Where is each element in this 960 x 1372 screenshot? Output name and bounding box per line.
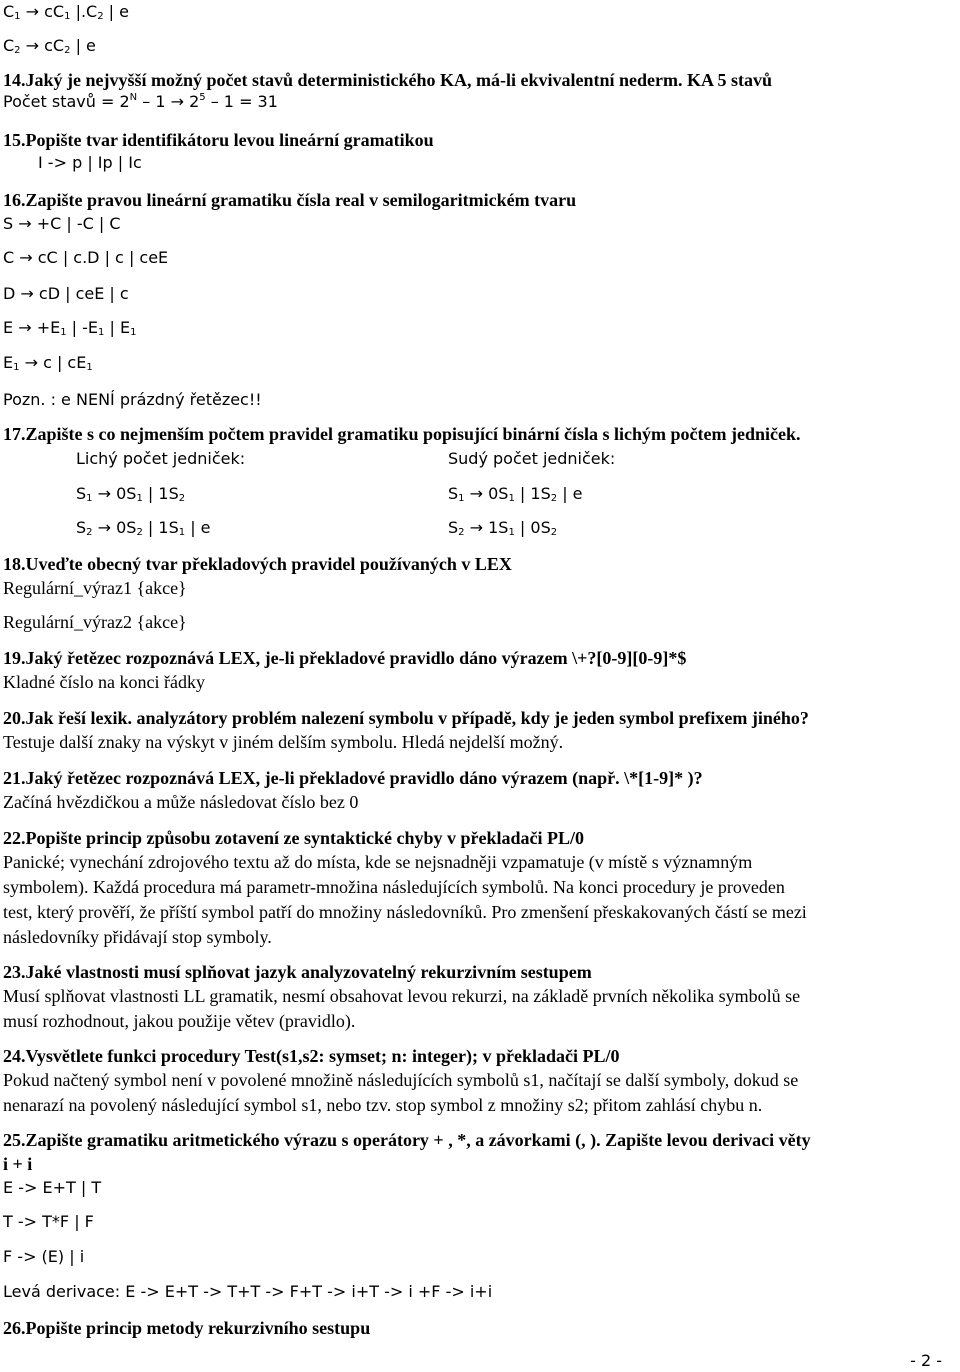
question-17: 17.Zapište s co nejmenším počtem pravidel gramatiku popisující binární čísla s lichým počtem jedniček.	[3, 424, 801, 444]
question-19: 19.Jaký řetězec rozpoznává LEX, je-li překladové pravidlo dáno výrazem \+?[0-9][0-9]*$	[3, 648, 687, 668]
odd-title: Lichý počet jedniček:	[76, 449, 246, 468]
rule-line: T -> T*F | F	[3, 1212, 94, 1231]
question-25-line: i + i	[3, 1154, 33, 1174]
answer-18-line: Regulární_výraz2 {akce}	[3, 612, 187, 632]
question-15: 15.Popište tvar identifikátoru levou lineární gramatikou	[3, 130, 434, 150]
rule-line: $C_1 \to cC_1$ $|.C_2$ | e	[3, 2, 129, 22]
rule-line: $S_1 \to 0S_1$ | $1S_2$	[76, 484, 186, 504]
question-25-line: 25.Zapište gramatiku aritmetického výrazu s operátory + , *, a závorkami (, ). Zapište levou derivaci věty	[3, 1130, 811, 1150]
rule-line: E -> E+T | T	[3, 1178, 102, 1197]
rule-line: $S_2 \to 1S_1$ | $0S_2$	[448, 518, 558, 538]
answer-20: Testuje další znaky na výskyt v jiném delším symbolu. Hledá nejdelší možný.	[3, 732, 564, 752]
rule-line: $E_1 \to c$ | $cE_1$	[3, 353, 93, 373]
answer-22-line: Panické; vynechání zdrojového textu až do místa, kde se nejsnadněji vzpamatuje (v místě s významným	[3, 852, 753, 872]
rule-line: F -> (E) | i	[3, 1247, 85, 1266]
rule-line: $E \to +E_1$ | $-E_1$ | $E_1$	[3, 318, 137, 338]
question-24: 24.Vysvětlete funkci procedury Test(s1,s2: symset; n: integer); v překladači PL/0	[3, 1046, 620, 1066]
question-16: 16.Zapište pravou lineární gramatiku čísla real v semilogaritmickém tvaru	[3, 190, 577, 210]
answer-24-line: nenarazí na povolený následující symbol s1, nebo tzv. stop symbol z množiny s2; přitom zahlásí chybu n.	[3, 1095, 763, 1115]
question-14: 14.Jaký je nejvyšší možný počet stavů deterministického KA, má-li ekvivalentní nederm. KA 5 stavů	[3, 70, 772, 90]
answer-24-line: Pokud načtený symbol není v povolené množině následujících symbolů s1, načítají se další symboly, dokud se	[3, 1070, 799, 1090]
rule-line: $C_2 \to cC_2$ | e	[3, 36, 96, 56]
answer-22-line: test, který prověří, že příští symbol patří do množiny následovníků. Pro zmenšení přeskakovaných částí se mezi	[3, 902, 807, 922]
question-26: 26.Popište princip metody rekurzivního sestupu	[3, 1318, 371, 1338]
question-21: 21.Jaký řetězec rozpoznává LEX, je-li překladové pravidlo dáno výrazem (např. \*[1-9]* )?	[3, 768, 703, 788]
answer-18-line: Regulární_výraz1 {akce}	[3, 578, 187, 598]
note-16: Pozn. : e NENÍ prázdný řetězec!!	[3, 390, 262, 409]
question-20: 20.Jak řeší lexik. analyzátory problém nalezení symbolu v případě, kdy je jeden symbol prefixem jiného?	[3, 708, 809, 728]
rule-line: S → +C | -C | C	[3, 214, 121, 233]
question-23: 23.Jaké vlastnosti musí splňovat jazyk analyzovatelný rekurzivním sestupem	[3, 962, 592, 982]
question-18: 18.Uveďte obecný tvar překladových pravidel používaných v LEX	[3, 554, 512, 574]
derivation-line: Levá derivace: E -> E+T -> T+T -> F+T -> i+T -> i +F -> i+i	[3, 1282, 493, 1301]
answer-14: Počet stavů = $2^N - 1 \to 2^5 - 1 = 31$	[3, 92, 278, 111]
answer-19: Kladné číslo na konci řádky	[3, 672, 205, 692]
rule-line: C → cC | c.D | c | ceE	[3, 248, 169, 267]
page-number: - 2 -	[910, 1351, 942, 1370]
answer-22-line: následovníky přidávají stop symboly.	[3, 927, 272, 947]
answer-21: Začíná hvězdičkou a může následovat číslo bez 0	[3, 792, 359, 812]
question-22: 22.Popište princip způsobu zotavení ze syntaktické chyby v překladači PL/0	[3, 828, 585, 848]
answer-22-line: symbolem). Každá procedura má parametr-množina následujících symbolů. Na konci procedury je proveden	[3, 877, 785, 897]
answer-15: I -> p | Ip | Ic	[38, 153, 142, 172]
rule-line: $S_2 \to 0S_2$ | $1S_1$ | e	[76, 518, 211, 538]
rule-line: D → cD | ceE | c	[3, 284, 129, 303]
rule-line: $S_1 \to 0S_1$ | $1S_2$ | e	[448, 484, 583, 504]
answer-23-line: musí rozhodnout, jakou použije větev (pravidlo).	[3, 1011, 356, 1031]
answer-23-line: Musí splňovat vlastnosti LL gramatik, nesmí obsahovat levou rekurzi, na základě prvních několika symbolů se	[3, 986, 801, 1006]
even-title: Sudý počet jedniček:	[448, 449, 616, 468]
